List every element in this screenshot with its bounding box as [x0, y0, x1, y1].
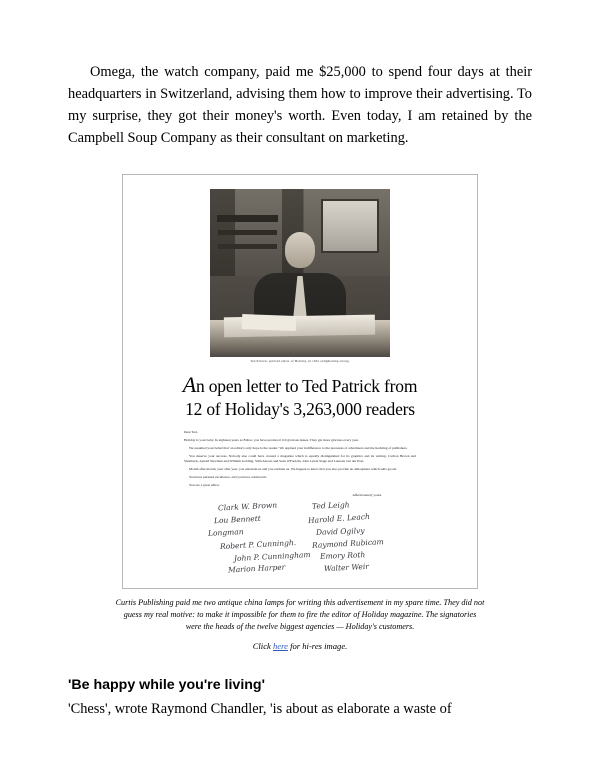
hires-prefix: Click: [252, 640, 273, 651]
ad-paragraph: Month after month, year after year, you entertain us and you enchant us. We happen to know that you also provide an atmosphere which sells goods.: [189, 467, 397, 472]
signature: John P. Cunningham: [233, 550, 311, 564]
signature: Walter Weir: [323, 562, 370, 574]
photo-bookshelf: [217, 215, 278, 222]
ad-photo-wrap: [210, 189, 390, 364]
hires-image-link[interactable]: here: [272, 640, 288, 651]
hires-suffix: for hi-res image.: [287, 640, 348, 651]
opening-paragraph: Omega, the watch company, paid me $25,000 to spend four days at their headquarters in Switzerland, advising them how to improve their advertising. To my surprise, they got their money's worth. Even today, I am retained by the Campbell Soup Company as their consultant on marketing.: [68, 64, 532, 146]
signature: Ted Leigh: [311, 500, 350, 511]
photo-person-head: [285, 232, 315, 268]
hires-link-line: [122, 641, 478, 651]
section-subheading: 'Be happy while you're living': [68, 676, 265, 693]
signature: Marion Harper: [227, 562, 286, 575]
signature: David Ogilvy: [315, 526, 365, 538]
ad-paragraph: We assumed your belief that 'an editor's only hope is the reader.' We applaud your indifference to the pressures of advertisers and the heckling of publishers.: [189, 445, 408, 450]
advertisement-figure: [115, 174, 485, 651]
signature: Emory Roth: [319, 550, 366, 561]
ad-salutation: Dear Ted,: [184, 430, 198, 435]
ad-signoff: Affectionately yours,: [352, 492, 382, 497]
ad-paragraph: You deserve your success. Nobody else could have created a magazine which is equally distinguished for its graphics and its writing. Carlton Brown and Steinbeck, Arnold Newman and William Golding, Slim Aarons and Sean O'Faolain, John Lewis Stage and Laurens van der Post.: [184, 453, 416, 464]
figure-caption: Curtis Publishing paid me two antique china lamps for writing this advertisement in my spare time. They did not guess my real motive: to make it impossible for them to fire the editor of Holiday magazine. The signatories were the heads of the twelve biggest agencies — Holiday's customers.: [115, 598, 485, 631]
signature: Clark W. Brown: [217, 500, 278, 513]
editor-photo: [210, 189, 390, 357]
headline-swash-letter: A: [182, 372, 196, 398]
signature: Robert P. Cunningh.: [219, 538, 297, 552]
ad-paragraph: You are a great editor.: [189, 483, 220, 488]
photo-caption: Ted Patrick, spirited editor of Holiday, in 1961 enlightening strong.: [250, 358, 350, 363]
closing-paragraph: 'Chess', wrote Raymond Chandler, 'is about as elaborate a waste of: [68, 700, 452, 717]
ad-headline-line-2: 12 of Holiday's 3,263,000 readers: [185, 399, 415, 420]
signature: Longman: [207, 527, 244, 539]
signature: Lou Bennett: [213, 513, 262, 526]
photo-book: [242, 314, 296, 331]
ad-paragraph: You have pursued excellence, and you have achieved it.: [189, 475, 268, 480]
signature-block: [200, 502, 400, 576]
signature: Raymond Rubicam: [311, 537, 384, 551]
ad-headline-line-1: [133, 372, 467, 398]
ad-paragraph: Holiday is your baby. In eighteen years as Editor, you have produced 110 glorious issues. They get more glorious every year.: [184, 437, 359, 442]
ad-headline: [133, 372, 467, 420]
ad-frame: [122, 174, 478, 590]
headline-line-1-text: n open letter to Ted Patrick from: [196, 376, 418, 397]
signature: Harold E. Leach: [307, 512, 371, 526]
ad-body-copy: [184, 430, 416, 498]
photo-window: [321, 199, 379, 253]
